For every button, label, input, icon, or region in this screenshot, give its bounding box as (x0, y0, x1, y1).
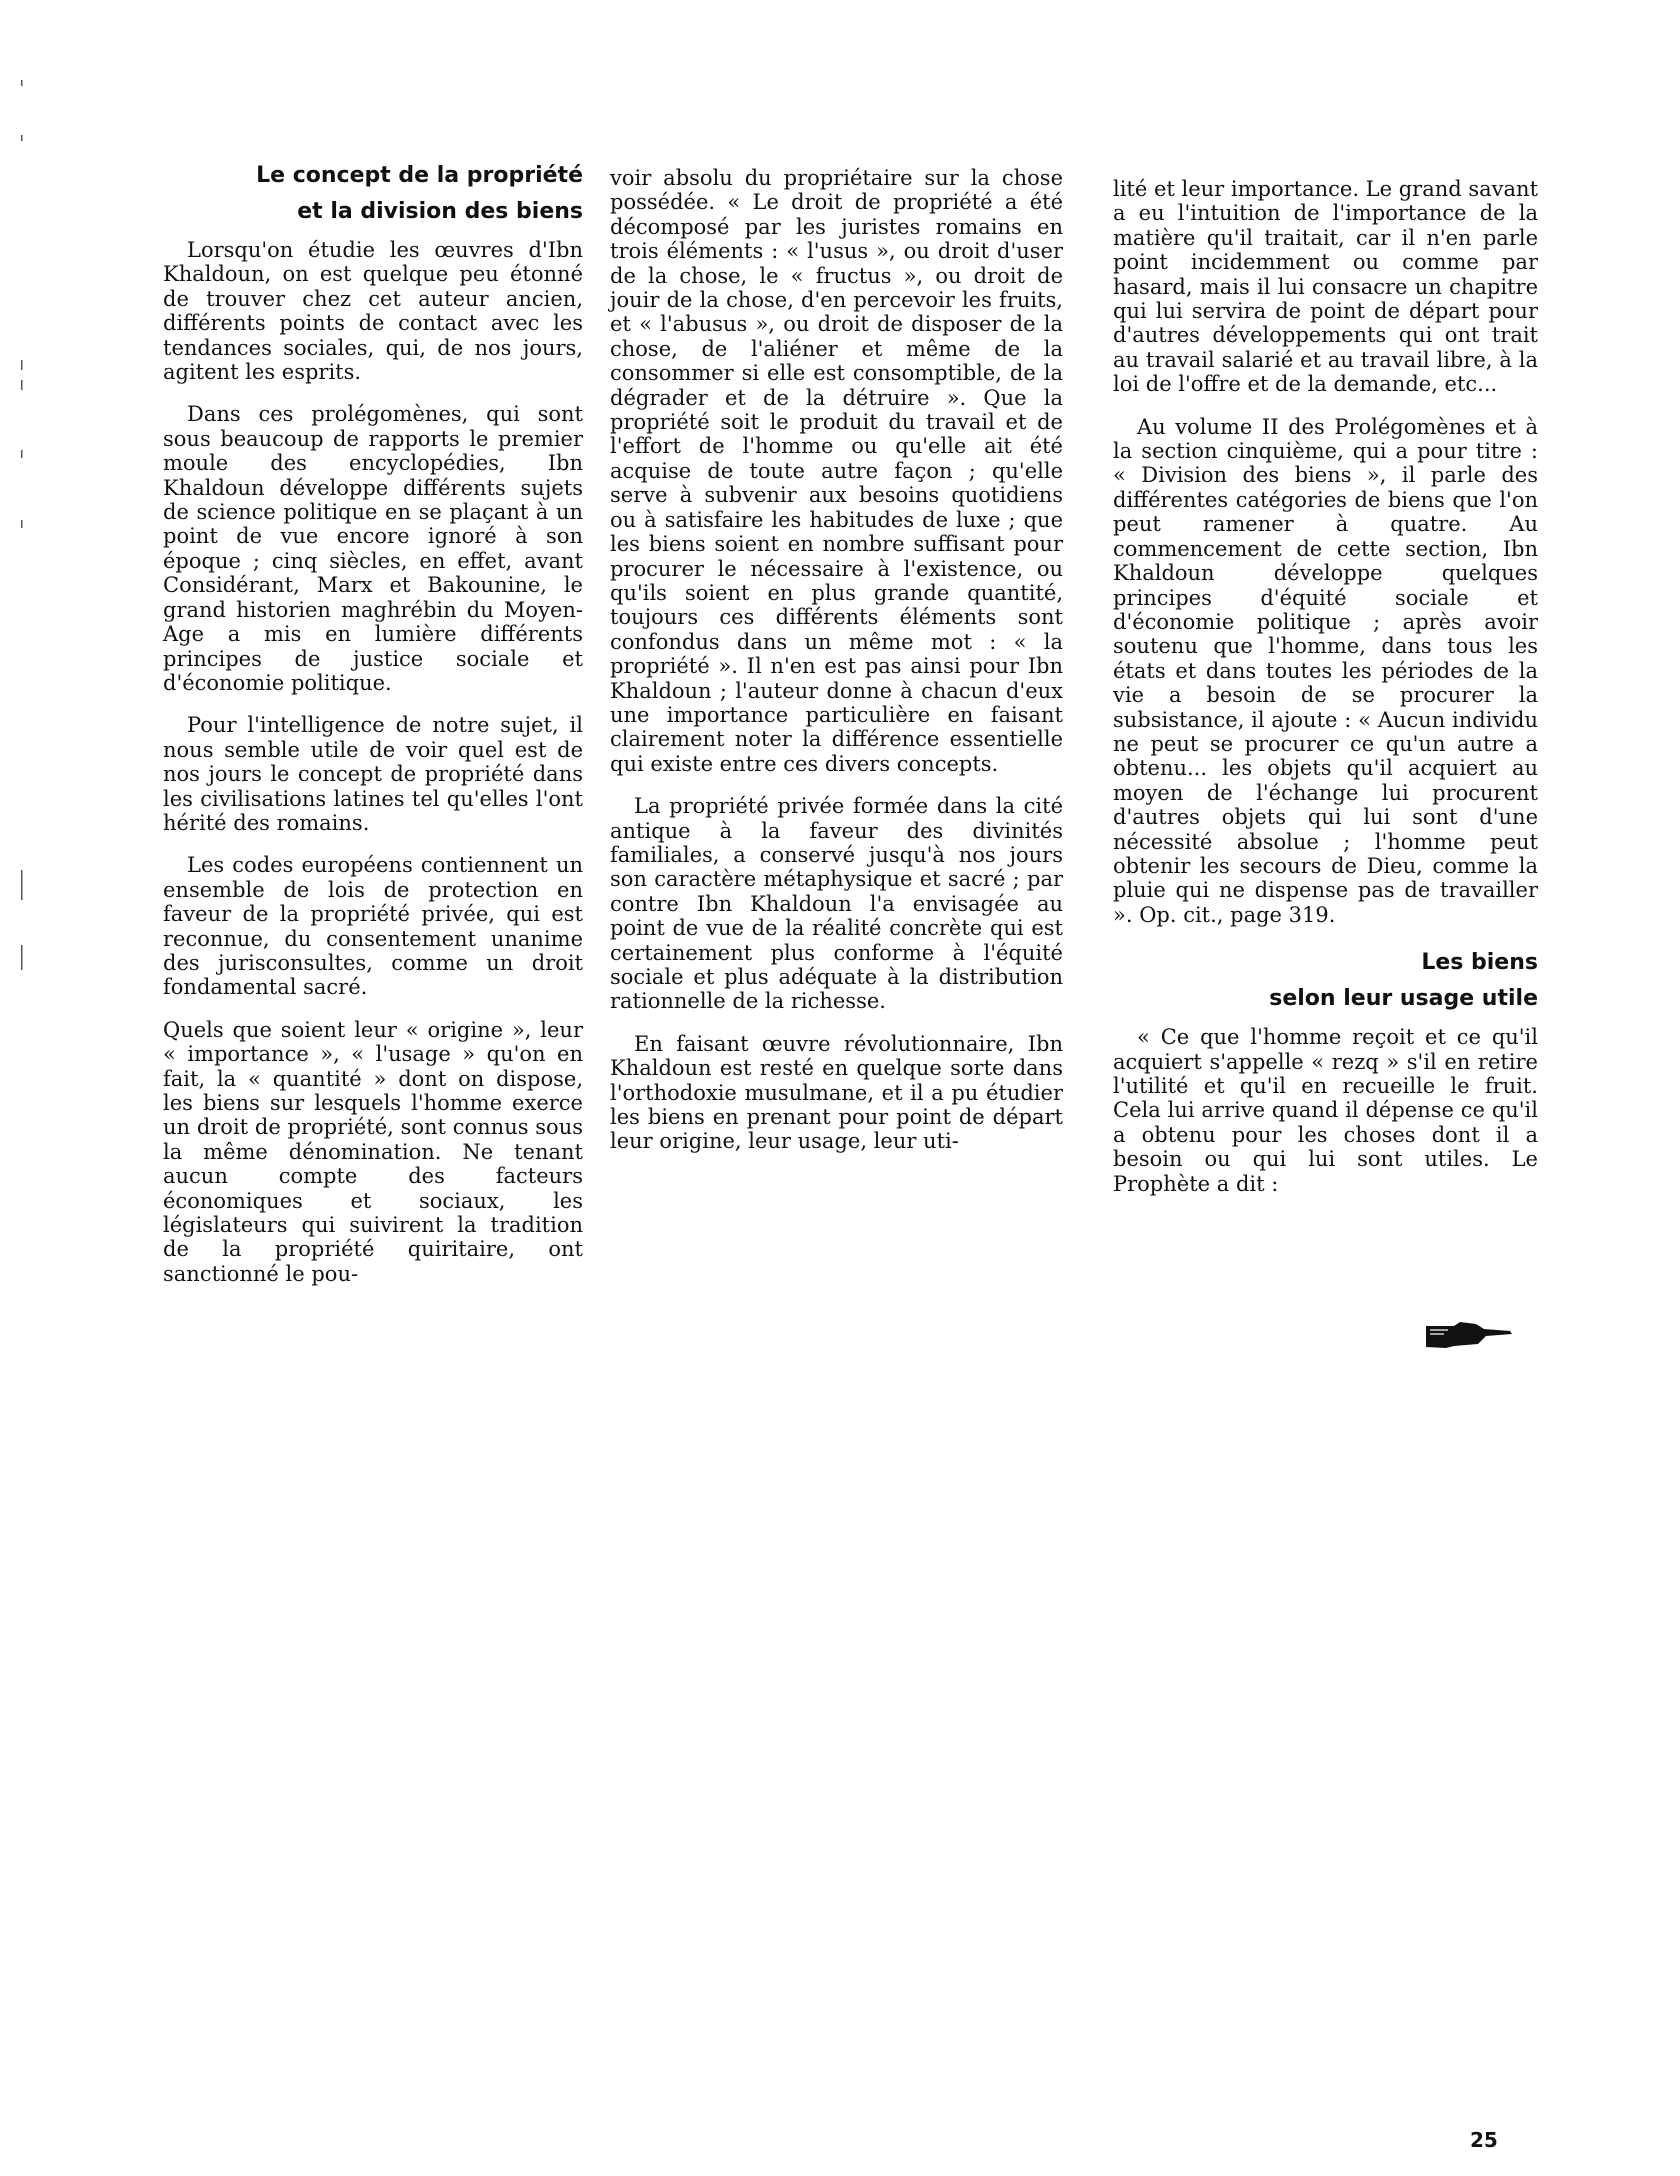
paragraph: Au volume II des Prolégomènes et à la section cinquième, qui a pour titre : « Division des biens », il parle des différentes catégories de biens que l'on peut ramener à quatre. Au commencement de cette section, Ibn Khaldoun développe quelques principes d'équité sociale et d'économie politique ; après avoir soutenu que l'homme, dans tous les états et dans toutes les périodes de la vie a besoin de se procurer la subsistance, il ajoute : « Aucun individu ne peut se procurer ce qu'un autre a obtenu... les objets qu'il acquiert au moyen de l'échange lui procurent d'autres objets qui lui sont d'une nécessité absolue ; l'homme peut obtenir les secours de Dieu, comme la pluie qui ne dispense pas de travailler ». Op. cit., page 319. (1113, 414, 1538, 927)
column-1 (163, 158, 583, 1304)
paragraph-continued: lité et leur importance. Le grand savant a eu l'intuition de l'importance de la matière qu'il traitait, car il n'en parle point incidemment ou comme par hasard, mais il lui consacre un chapitre qui lui servira de point de départ pour d'autres développements qui ont trait au travail salarié et au travail libre, à la loi de l'offre et de la demande, etc... (1113, 177, 1539, 397)
paragraph: Les codes européens contiennent un ensemble de lois de protection en faveur de la propriété privée, qui est reconnue, du consentement unanime des jurisconsultes, comme un droit fondamental sacré. (163, 853, 583, 1000)
paragraph: Quels que soient leur « origine », leur « importance », « l'usage » qu'on en fait, la « quantité » dont on dispose, les biens sur lesquels l'homme exerce un droit de propriété, sont connus sous la même dénomination. Ne tenant aucun compte des facteurs économiques et sociaux, les législateurs qui suivirent la tradition de la propriété quiritaire, ont sanctionné le pou- (163, 1017, 583, 1286)
page-number: 25 (1470, 2128, 1498, 2152)
paragraph-continued: voir absolu du propriétaire sur la chose possédée. « Le droit de propriété a été décomposé par les juristes romains en trois éléments : « l'usus », ou droit d'user de la chose, le « fructus », ou droit de jouir de la chose, d'en percevoir les fruits, et « l'abusus », ou droit de disposer de la chose, de l'aliéner et même de la consommer si elle est consomptible, de la dégrader et de la détruire ». Que la propriété soit le produit du travail et de l'effort de l'homme ou qu'elle ait été acquise de toute autre façon ; qu'elle serve à subvenir aux besoins quotidiens ou à satisfaire les habitudes de luxe ; que les biens soient en nombre suffisant pour procurer le nécessaire à l'existence, ou qu'ils soient en plus grande quantité, toujours ces différents éléments sont confondus dans un même mot : « la propriété ». Il n'en est pas ainsi pour Ibn Khaldoun ; l'auteur donne à chacun d'eux une importance particulière en faisant clairement noter la différence essentielle qui existe entre ces divers concepts. (610, 166, 1063, 776)
heading-line: selon leur usage utile (1269, 986, 1538, 1012)
section-heading-property (163, 158, 583, 230)
heading-line: et la division des biens (297, 199, 583, 224)
pointing-hand-icon (1424, 1320, 1514, 1350)
section-heading-goods (1113, 945, 1538, 1017)
scan-edge-marks (18, 80, 26, 980)
column-2 (610, 166, 1063, 1172)
paragraph: « Ce que l'homme reçoit et ce qu'il acquiert s'appelle « rezq » s'il en retire l'utilité et qu'il en recueille le fruit. Cela lui arrive quand il dépense ce qu'il a obtenu pour les choses dont il a besoin ou qui lui sont utiles. Le Prophète a dit : (1113, 1025, 1538, 1196)
column-3 (1113, 177, 1538, 1214)
paragraph: Dans ces prolégomènes, qui sont sous beaucoup de rapports le premier moule des encyclopédies, Ibn Khaldoun développe différents sujets de science politique en se plaçant à un point de vue encore ignoré à son époque ; cinq siècles, en effet, avant Considérant, Marx et Bakounine, le grand historien maghrébin du Moyen-Age a mis en lumière différents principes de justice sociale et d'économie politique. (163, 402, 583, 695)
paragraph: Pour l'intelligence de notre sujet, il nous semble utile de voir quel est de nos jours le concept de propriété dans les civilisations latines tel qu'elles l'ont hérité des romains. (163, 713, 583, 835)
paragraph: La propriété privée formée dans la cité antique à la faveur des divinités familiales, a conservé jusqu'à nos jours son caractère métaphysique et sacré ; par contre Ibn Khaldoun l'a envisagée au point de vue de la réalité concrète qui est certainement plus conforme à l'équité sociale et plus adéquate à la distribution rationnelle de la richesse. (610, 794, 1063, 1014)
paragraph: En faisant œuvre révolutionnaire, Ibn Khaldoun est resté en quelque sorte dans l'orthodoxie musulmane, et il a pu étudier les biens en prenant pour point de départ leur origine, leur usage, leur uti- (610, 1031, 1063, 1154)
heading-line: Les biens (1421, 950, 1538, 976)
paragraph: Lorsqu'on étudie les œuvres d'Ibn Khaldoun, on est quelque peu étonné de trouver chez cet auteur ancien, différents points de contact avec les tendances sociales, qui, de nos jours, agitent les esprits. (163, 238, 583, 385)
heading-line: Le concept de la propriété (256, 163, 583, 188)
